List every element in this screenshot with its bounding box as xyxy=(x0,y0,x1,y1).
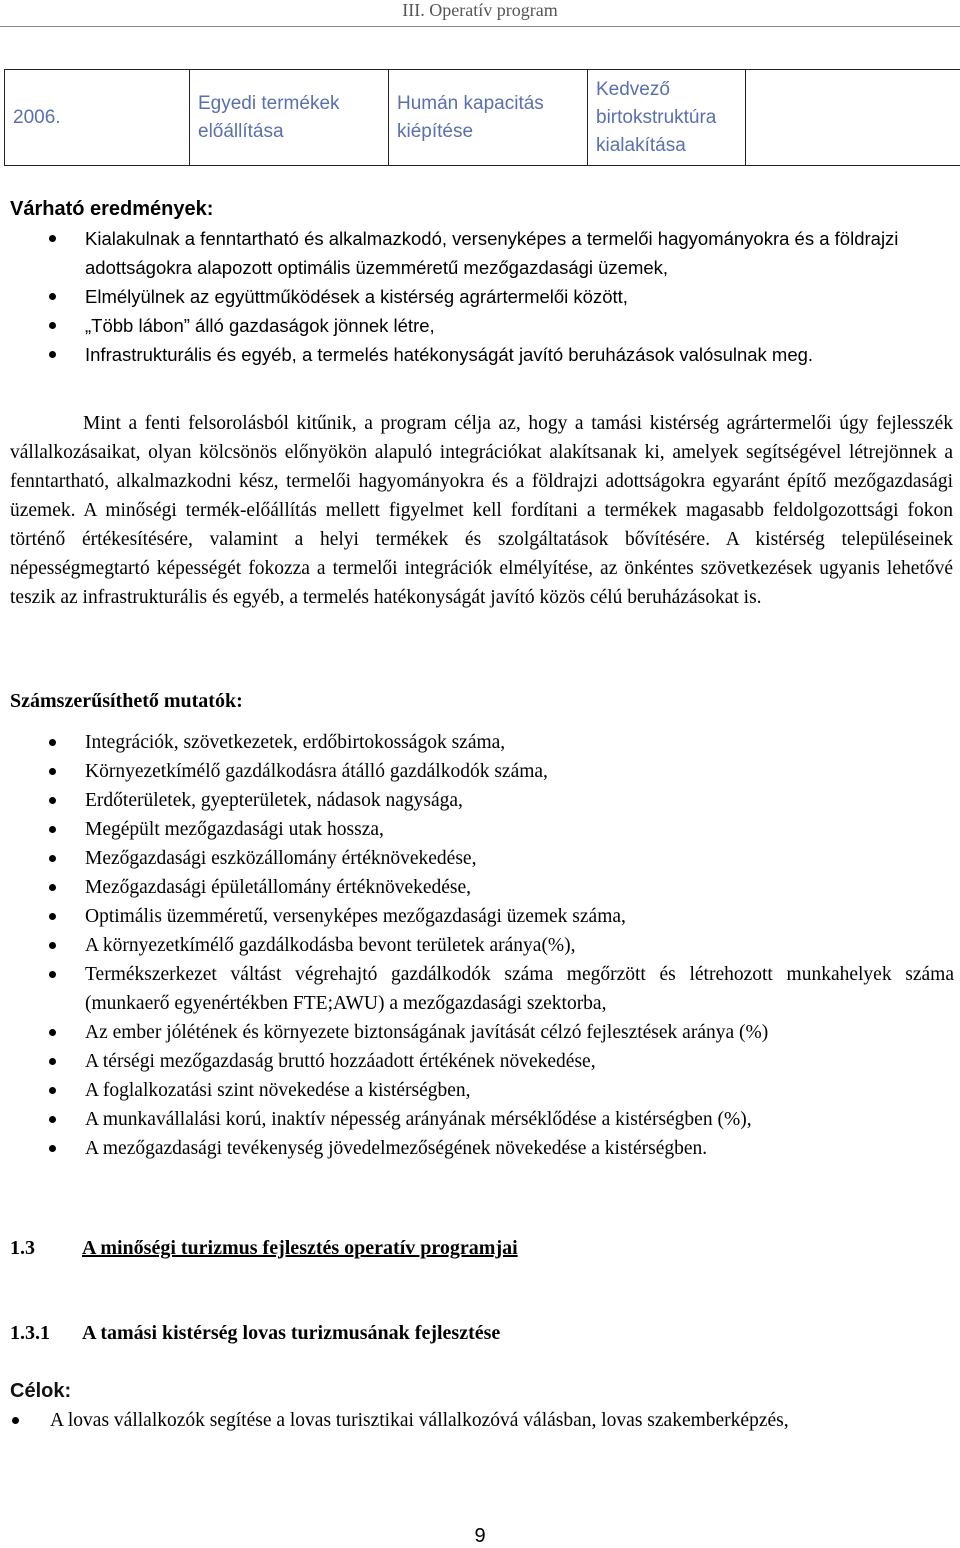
expected-results-list xyxy=(10,224,956,369)
list-item: Termékszerkezet váltást végrehajtó gazdálkodók száma megőrzött és létrehozott munkahelyek száma (munkaerő egyenértékben FTE;AWU) a mezőgazdasági szektorba, xyxy=(10,960,954,1018)
table-cell-human-capacity: Humán kapacitás kiépítése xyxy=(389,70,588,166)
indicators-heading: Számszerűsíthető mutatók: xyxy=(10,690,243,712)
list-item: Megépült mezőgazdasági utak hossza, xyxy=(10,815,954,844)
list-item: A munkavállalási korú, inaktív népesség arányának mérséklődése a kistérségben (%), xyxy=(10,1105,954,1134)
list-item: Mezőgazdasági épületállomány értéknövekedése, xyxy=(10,873,954,902)
indicators-list xyxy=(10,728,954,1163)
section-heading-1-3-1 xyxy=(10,1322,500,1345)
section-heading-1-3 xyxy=(10,1237,518,1260)
section-number: 1.3.1 xyxy=(10,1322,50,1344)
table-cell-products: Egyedi termékek előállítása xyxy=(190,70,389,166)
year-table xyxy=(4,69,960,166)
list-item: Környezetkímélő gazdálkodásra átálló gazdálkodók száma, xyxy=(10,757,954,786)
list-item: Kialakulnak a fenntartható és alkalmazkodó, versenyképes a termelői hagyományokra és a földrajzi adottságokra alapozott optimális üzemméretű mezőgazdasági üzemek, xyxy=(10,224,956,282)
list-item: Infrastrukturális és egyéb, a termelés hatékonyságát javító beruházások valósulnak meg. xyxy=(10,340,956,369)
page-number: 9 xyxy=(474,1525,486,1547)
list-item: „Több lábon” álló gazdaságok jönnek létre, xyxy=(10,311,956,340)
goals-heading: Célok: xyxy=(10,1380,72,1402)
list-item: Mezőgazdasági eszközállomány értéknövekedése, xyxy=(10,844,954,873)
list-item: Elmélyülnek az együttműködések a kistérség agrártermelői között, xyxy=(10,282,956,311)
list-item: A lovas vállalkozók segítése a lovas turisztikai vállalkozóvá válásban, lovas szakemberképzés, xyxy=(10,1407,954,1435)
list-item: A térségi mezőgazdaság bruttó hozzáadott értékének növekedése, xyxy=(10,1047,954,1076)
year-cell: 2006. xyxy=(5,70,190,166)
goals-list xyxy=(10,1407,954,1435)
list-item: A környezetkímélő gazdálkodásba bevont területek aránya(%), xyxy=(10,931,954,960)
list-item: Integrációk, szövetkezetek, erdőbirtokosságok száma, xyxy=(10,728,954,757)
expected-results-heading: Várható eredmények: xyxy=(10,198,214,220)
body-paragraph: Mint a fenti felsorolásból kitűnik, a program célja az, hogy a tamási kistérség agrártermelői úgy fejlesszék vállalkozásaikat, olyan kölcsönös előnyökön alapuló integrációkat alakítsanak ki, amelyek segítségével létrejönnek a fenntartható, alkalmazkodni kész, termelői hagyományokra és a földrajzi adottságokra egyaránt építő mezőgazdasági üzemek. A minőségi termék-előállítás mellett figyelmet kell fordítani a termékek magasabb feldolgozottsági fokon történő értékesítésére, valamint a helyi termékek és szolgáltatások bővítésére. A kistérség településeinek népességmegtartó képességét fokozza a termelői integrációk elmélyítése, az önkéntes szövetkezések ugyanis lehetővé teszik az infrastrukturális és egyéb, a termelés hatékonyságát javító közös célú beruházásokat is. xyxy=(10,413,953,608)
table-cell-estate-structure: Kedvező birtokstruktúra kialakítása xyxy=(588,70,746,166)
section-title: A minőségi turizmus fejlesztés operatív programjai xyxy=(82,1237,518,1259)
table-cell-empty xyxy=(746,70,960,166)
list-item: Az ember jólétének és környezete biztonságának javítását célzó fejlesztések aránya (%) xyxy=(10,1018,954,1047)
section-title: A tamási kistérség lovas turizmusának fejlesztése xyxy=(82,1322,501,1344)
page-header-title: III. Operatív program xyxy=(402,0,558,20)
table-row xyxy=(5,70,960,166)
header-divider xyxy=(0,26,960,27)
section-number: 1.3 xyxy=(10,1237,35,1259)
list-item: A foglalkozatási szint növekedése a kistérségben, xyxy=(10,1076,954,1105)
list-item: Optimális üzemméretű, versenyképes mezőgazdasági üzemek száma, xyxy=(10,902,954,931)
list-item: Erdőterületek, gyepterületek, nádasok nagysága, xyxy=(10,786,954,815)
list-item: A mezőgazdasági tevékenység jövedelmezőségének növekedése a kistérségben. xyxy=(10,1134,954,1163)
